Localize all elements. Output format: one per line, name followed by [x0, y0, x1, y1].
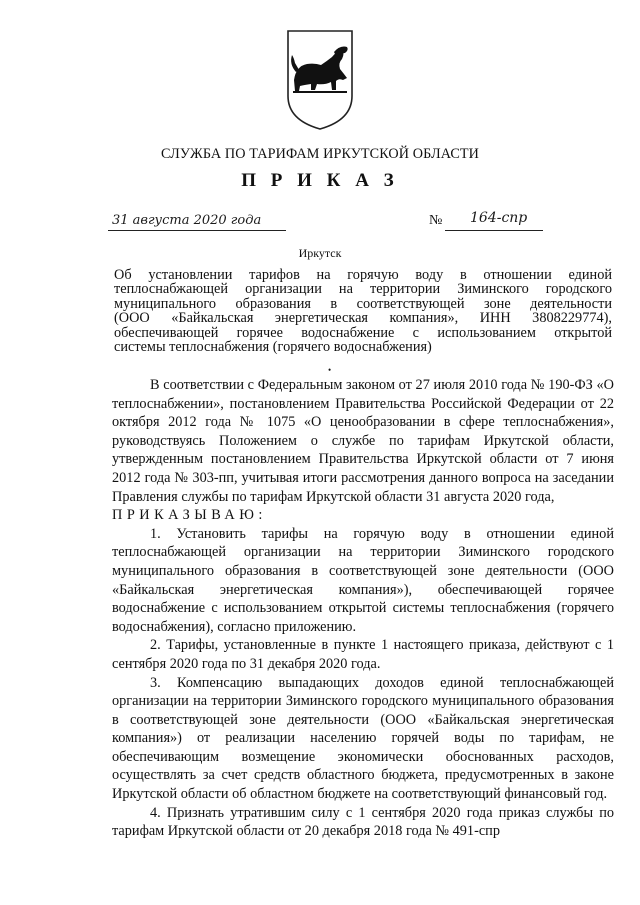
subject-line: системы теплоснабжения (горячего водоснабжения) — [114, 339, 432, 356]
subject-line: теплоснабжающей организации на территории Зиминского городского — [114, 281, 612, 298]
number-underline — [445, 230, 543, 231]
subject-line: (ООО «Байкальская энергетическая компания», ИНН 3808229774), — [114, 310, 612, 327]
stray-mark: • — [328, 365, 332, 375]
subject-line: Об установлении тарифов на горячую воду в отношении единой — [114, 267, 612, 283]
number-sign: № — [429, 213, 443, 228]
document-number: 164-спр — [470, 210, 528, 226]
city-name: Иркутск — [298, 246, 342, 260]
organization-name: СЛУЖБА ПО ТАРИФАМ ИРКУТСКОЙ ОБЛАСТИ — [160, 146, 480, 162]
order-item: 4. Признать утратившим силу с 1 сентября 2020 года приказ службы по тарифам Иркутской области от 20 декабря 2018 года № 491-спр — [112, 804, 614, 840]
document-subject — [114, 268, 612, 354]
document-date: 31 августа 2020 года — [112, 213, 262, 228]
order-word: ПРИКАЗЫВАЮ: — [112, 507, 267, 524]
preamble-paragraph: В соответствии с Федеральным законом от 27 июля 2010 года № 190-ФЗ «О теплоснабжении», постановлением Правительства Российской Федерации от 22 октября 2012 года № 1075 «О ценообразовании в сфере теплоснабжения», руководствуясь Положением о службе по тарифам Иркутской области, утвержденным постановлением Правительства Иркутской области от 7 июня 2012 года № 303-пп, учитывая итоги рассмотрения данного вопроса на заседании Правления службы по тарифам Иркутской области 31 августа 2020 года, — [112, 377, 614, 505]
order-item: 1. Установить тарифы на горячую воду в отношении единой теплоснабжающей организации на территории Зиминского городского муниципального образования в соответствующей зоне деятельности (ООО «Байкальская энергетическая компания»), обеспечивающей горячее водоснабжение с использованием открытой системы теплоснабжения (горячего водоснабжения), согласно приложению. — [112, 525, 614, 635]
subject-line: муниципального образования в соответствующей зоне деятельности — [114, 295, 612, 312]
document-type-title: П Р И К А З — [241, 170, 399, 191]
subject-line: обеспечивающей горячее водоснабжение с использованием открытой — [114, 324, 612, 341]
date-underline — [108, 230, 286, 231]
document-body — [112, 376, 614, 841]
coat-of-arms-emblem — [285, 28, 355, 132]
order-item: 2. Тарифы, установленные в пункте 1 настоящего приказа, действуют с 1 сентября 2020 года по 31 декабря 2020 года. — [112, 637, 614, 672]
order-item: 3. Компенсацию выпадающих доходов единой теплоснабжающей организации на территории Зиминского городского муниципального образования в соответствующей зоне деятельности (ООО «Байкальская энергетическая компания») от реализации населению горячей воды по тарифам, не обеспечивающим возмещение экономически обоснованных расходов, осуществлять за счет средств областного бюджета, предусмотренных в законе Иркутской области об областном бюджете на соответствующий финансовый год. — [112, 674, 614, 803]
